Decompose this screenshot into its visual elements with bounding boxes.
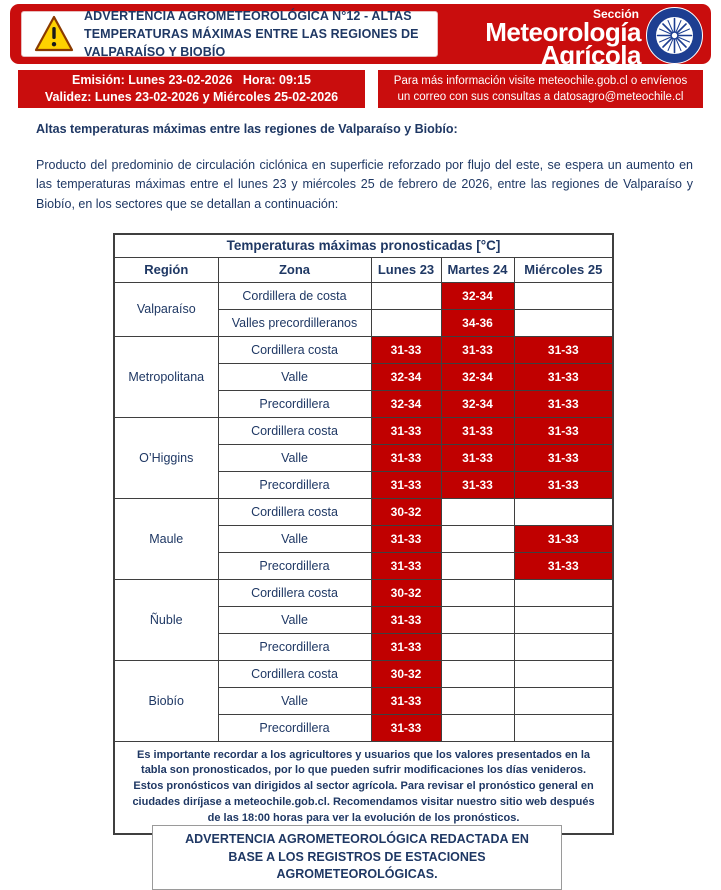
- temperature-cell: 31-33: [441, 417, 514, 444]
- body-subtitle: Altas temperaturas máximas entre las regiones de Valparaíso y Biobío:: [36, 122, 458, 136]
- zone-cell: Valles precordilleranos: [218, 309, 371, 336]
- validity-line: Validez: Lunes 23-02-2026 y Miércoles 25-02-2026: [44, 90, 339, 104]
- temperature-cell: 30-32: [371, 579, 441, 606]
- region-cell: O’Higgins: [114, 417, 218, 498]
- emission-line: Emisión: Lunes 23-02-2026 Hora: 09:15: [72, 73, 311, 88]
- forecast-table: [113, 233, 614, 835]
- empty-forecast-cell: [514, 687, 613, 714]
- zone-cell: Valle: [218, 687, 371, 714]
- table-row: [114, 579, 613, 606]
- emission-validity-bar: [18, 70, 365, 108]
- contact-line2: un correo con sus consultas a datosagro@meteochile.cl: [397, 91, 684, 103]
- temperature-cell: 32-34: [371, 390, 441, 417]
- empty-forecast-cell: [514, 498, 613, 525]
- temperature-cell: 30-32: [371, 660, 441, 687]
- temperature-cell: 31-33: [514, 552, 613, 579]
- temperature-cell: 31-33: [371, 687, 441, 714]
- empty-forecast-cell: [514, 714, 613, 741]
- zone-cell: Valle: [218, 444, 371, 471]
- table-row: [114, 282, 613, 309]
- empty-forecast-cell: [441, 633, 514, 660]
- temperature-cell: 31-33: [371, 444, 441, 471]
- column-header-lunes: Lunes 23: [371, 257, 441, 282]
- empty-forecast-cell: [514, 660, 613, 687]
- temperature-cell: 34-36: [441, 309, 514, 336]
- brand-line2: Agrícola: [540, 40, 641, 71]
- body-paragraph: Producto del predominio de circulación ciclónica en superficie reforzado por flujo del este, se espera un aumento en las temperaturas máximas entre el lunes 23 y miércoles 25 de febrero de 2026, entre las regiones de Valparaíso y Biobío, en los sectores que se detallan a continuación:: [36, 158, 693, 211]
- zone-cell: Precordillera: [218, 714, 371, 741]
- temperature-cell: 32-34: [441, 390, 514, 417]
- region-cell: Metropolitana: [114, 336, 218, 417]
- temperature-cell: 31-33: [514, 363, 613, 390]
- column-header-zona: Zona: [218, 257, 371, 282]
- zone-cell: Precordillera: [218, 390, 371, 417]
- alert-title-box: [21, 8, 438, 60]
- zone-cell: Valle: [218, 525, 371, 552]
- temperature-cell: 31-33: [371, 525, 441, 552]
- empty-forecast-cell: [441, 552, 514, 579]
- empty-forecast-cell: [441, 687, 514, 714]
- meteochile-logo-icon: [646, 7, 703, 64]
- zone-cell: Precordillera: [218, 633, 371, 660]
- empty-forecast-cell: [514, 633, 613, 660]
- zone-cell: Cordillera costa: [218, 417, 371, 444]
- temperature-cell: 31-33: [371, 336, 441, 363]
- empty-forecast-cell: [441, 660, 514, 687]
- footer-statement-box: ADVERTENCIA AGROMETEOROLÓGICA REDACTADA EN BASE A LOS REGISTROS DE ESTACIONES AGROMETEOROLÓGICAS.: [152, 825, 562, 890]
- zone-cell: Precordillera: [218, 471, 371, 498]
- region-cell: Maule: [114, 498, 218, 579]
- table-row: [114, 336, 613, 363]
- temperature-cell: 31-33: [371, 633, 441, 660]
- brand-block: [485, 7, 641, 71]
- temperature-cell: 31-33: [371, 714, 441, 741]
- warning-triangle-icon: [34, 15, 74, 53]
- zone-cell: Cordillera costa: [218, 660, 371, 687]
- empty-forecast-cell: [514, 579, 613, 606]
- table-footnote: Es importante recordar a los agricultores y usuarios que los valores presentados en la tabla son pronosticados, por lo que pueden sufrir modificaciones los días venideros. Estos pronósticos van dirigidos al sector agrícola. Para revisar el pronóstico general en ciudades diríjase a meteochile.gob.cl. Recomendamos visitar nuestro sitio web después de las 18:00 horas para ver la evolución de los pronósticos.: [114, 741, 613, 834]
- zone-cell: Precordillera: [218, 552, 371, 579]
- temperature-cell: 31-33: [514, 444, 613, 471]
- table-row: [114, 498, 613, 525]
- temperature-cell: 31-33: [371, 552, 441, 579]
- header-bar: [10, 4, 711, 71]
- temperature-cell: 31-33: [514, 390, 613, 417]
- zone-cell: Cordillera de costa: [218, 282, 371, 309]
- empty-forecast-cell: [514, 309, 613, 336]
- empty-forecast-cell: [441, 579, 514, 606]
- temperature-cell: 31-33: [371, 471, 441, 498]
- column-header-region: Región: [114, 257, 218, 282]
- zone-cell: Valle: [218, 606, 371, 633]
- brand-line1: Meteorología: [485, 17, 641, 47]
- temperature-cell: 31-33: [514, 336, 613, 363]
- column-header-miercoles: Miércoles 25: [514, 257, 613, 282]
- temperature-cell: 31-33: [514, 471, 613, 498]
- table-header-row: [114, 257, 613, 282]
- contact-line1: Para más información visite meteochile.gob.cl o envíenos: [393, 74, 688, 87]
- contact-bar: [378, 70, 703, 108]
- column-header-martes: Martes 24: [441, 257, 514, 282]
- empty-forecast-cell: [441, 714, 514, 741]
- section-label: Sección: [592, 7, 639, 21]
- empty-forecast-cell: [441, 498, 514, 525]
- zone-cell: Cordillera costa: [218, 336, 371, 363]
- table-footnote-row: [114, 741, 613, 834]
- temperature-cell: 31-33: [371, 417, 441, 444]
- temperature-cell: 31-33: [441, 471, 514, 498]
- temperature-cell: 31-33: [514, 525, 613, 552]
- empty-forecast-cell: [441, 525, 514, 552]
- temperature-cell: 31-33: [441, 444, 514, 471]
- temperature-cell: 32-34: [441, 363, 514, 390]
- temperature-cell: 32-34: [441, 282, 514, 309]
- alert-title: ADVERTENCIA AGROMETEOROLÓGICA N°12 - ALTAS TEMPERATURAS MÁXIMAS ENTRE LAS REGIONES DE VALPARAÍSO Y BIOBÍO: [84, 8, 419, 60]
- empty-forecast-cell: [514, 282, 613, 309]
- temperature-cell: 31-33: [441, 336, 514, 363]
- region-cell: Valparaíso: [114, 282, 218, 336]
- empty-forecast-cell: [371, 309, 441, 336]
- empty-forecast-cell: [371, 282, 441, 309]
- region-cell: Biobío: [114, 660, 218, 741]
- temperature-cell: 31-33: [371, 606, 441, 633]
- zone-cell: Cordillera costa: [218, 498, 371, 525]
- region-cell: Ñuble: [114, 579, 218, 660]
- table-row: [114, 417, 613, 444]
- zone-cell: Cordillera costa: [218, 579, 371, 606]
- empty-forecast-cell: [514, 606, 613, 633]
- table-title: Temperaturas máximas pronosticadas [°C]: [114, 234, 613, 257]
- zone-cell: Valle: [218, 363, 371, 390]
- temperature-cell: 30-32: [371, 498, 441, 525]
- temperature-cell: 31-33: [514, 417, 613, 444]
- table-title-row: [114, 234, 613, 257]
- empty-forecast-cell: [441, 606, 514, 633]
- table-row: [114, 660, 613, 687]
- temperature-cell: 32-34: [371, 363, 441, 390]
